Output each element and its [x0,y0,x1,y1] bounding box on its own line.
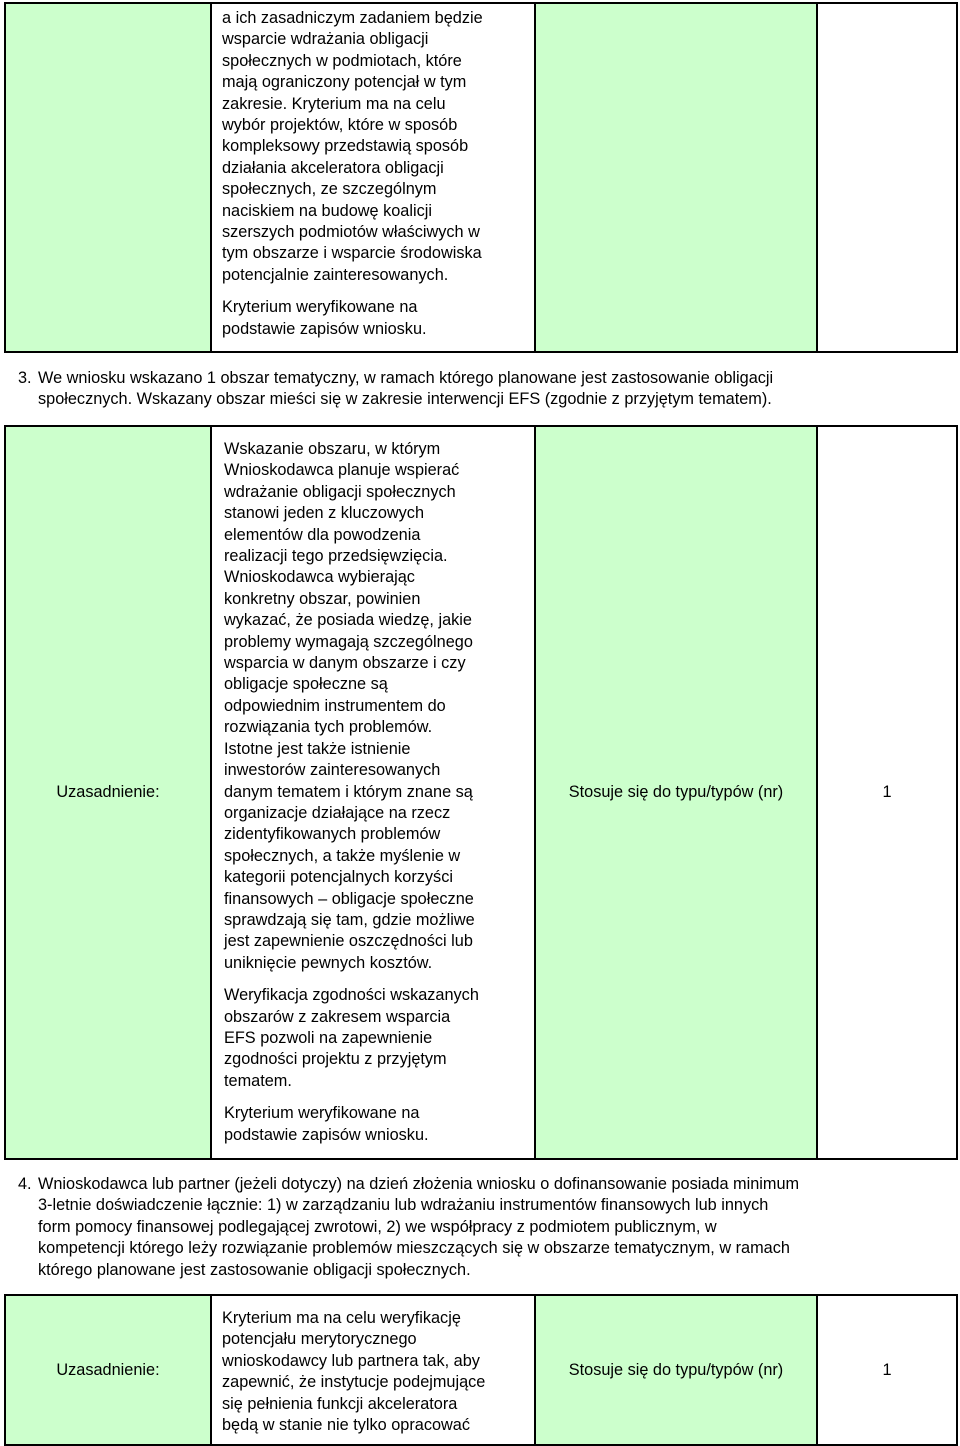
applies-to-cell-empty [535,3,817,352]
type-number-cell [817,426,957,1159]
justification-cell [211,426,535,1159]
applies-to-cell [535,1295,817,1445]
criterion-number: 4. [18,1175,32,1193]
criterion-3-table-section [0,425,960,1160]
justification-paragraph-2: Weryfikacja zgodności wskazanych obszarów z zakresem wsparcia EFS pozwoli na zapewnienie zgodności projektu z przyjętym tematem. [224,986,479,1090]
type-number: 1 [882,1360,892,1379]
applies-to-label: Stosuje się do typu/typów (nr) [568,1360,784,1379]
justification-cell [211,1295,535,1445]
criterion-text: Wnioskodawca lub partner (jeżeli dotyczy) na dzień złożenia wniosku o dofinansowanie posiada minimum 3-letnie doświadczenie łącznie: 1) w zarządzaniu lub wdrażaniu instrumentów finansowych lub innych form pomocy finansowej podlegającej zwrotowi, 2) we współpracy z podmiotem publicznym, w kompetencji którego leży rozwiązanie problemów mieszczących się w obszarze tematycznym, w ramach którego planowane jest zastosowanie obligacji społecznych. [38,1175,800,1279]
applies-to-label: Stosuje się do typu/typów (nr) [568,782,784,801]
type-number-cell-empty [817,3,957,352]
criterion-4-table [4,1294,958,1446]
verification-note: Kryterium weryfikowane na podstawie zapisów wniosku. [224,1104,429,1144]
criterion-text: We wniosku wskazano 1 obszar tematyczny, w ramach którego planowane jest zastosowanie obligacji społecznych. Wskazany obszar mieści się w zakresie interwencji EFS (zgodnie z przyjętym tematem). [38,369,774,409]
justification-cell [211,3,535,352]
criterion-4-table-section [0,1294,960,1446]
top-table-section [0,2,960,353]
justification-label-cell [5,1295,211,1445]
criterion-number: 3. [18,369,32,387]
criterion-4 [0,1174,960,1281]
type-number-cell [817,1295,957,1445]
justification-label: Uzasadnienie: [56,1360,160,1379]
applies-to-cell [535,426,817,1159]
justification-label-cell [5,426,211,1159]
justification-label: Uzasadnienie: [56,782,160,801]
justification-paragraph-1: Wskazanie obszaru, w którym Wnioskodawca planuje wspierać wdrażanie obligacji społecznych stanowi jeden z kluczowych elementów dla powodzenia realizacji tego przedsięwzięcia. Wnioskodawca wybierając konkretny obszar, powinien wykazać, że posiada wiedzę, jakie problemy wymagają szczególnego wsparcia w danym obszarze i czy obligacje społeczne są odpowiednim instrumentem do rozwiązania tych problemów. Istotne jest także istnienie inwestorów zainteresowanych danym tematem i którym znane są organizacje działające na rzecz zidentyfikowanych problemów społecznych, a także myślenie w kategorii potencjalnych korzyści finansowych – obligacje społeczne sprawdzają się tam, gdzie możliwe jest zapewnienie oszczędności lub uniknięcie pewnych kosztów. [224,440,475,972]
criterion-3-table [4,425,958,1160]
justification-paragraph: a ich zasadniczym zadaniem będzie wsparcie wdrażania obligacji społecznych w podmiotach, które mają ograniczony potencjał w tym zakresie. Kryterium ma na celu wybór projektów, które w sposób kompleksowy przedstawią sposób działania akceleratora obligacji społecznych, ze szczególnym naciskiem na budowę koalicji szerszych podmiotów właściwych w tym obszarze i wsparcie środowiska potencjalnie zainteresowanych. [222,9,483,284]
justification-paragraph: Kryterium ma na celu weryfikację potencjału merytorycznego wnioskodawcy lub partnera tak, aby zapewnić, że instytucje podejmujące się pełnienia funkcji akceleratora będą w stanie nie tylko opracować [222,1309,486,1435]
verification-note: Kryterium weryfikowane na podstawie zapisów wniosku. [222,298,427,338]
type-number: 1 [882,782,892,801]
top-criterion-table [4,2,958,353]
label-cell-empty [5,3,211,352]
criterion-3 [0,368,960,411]
